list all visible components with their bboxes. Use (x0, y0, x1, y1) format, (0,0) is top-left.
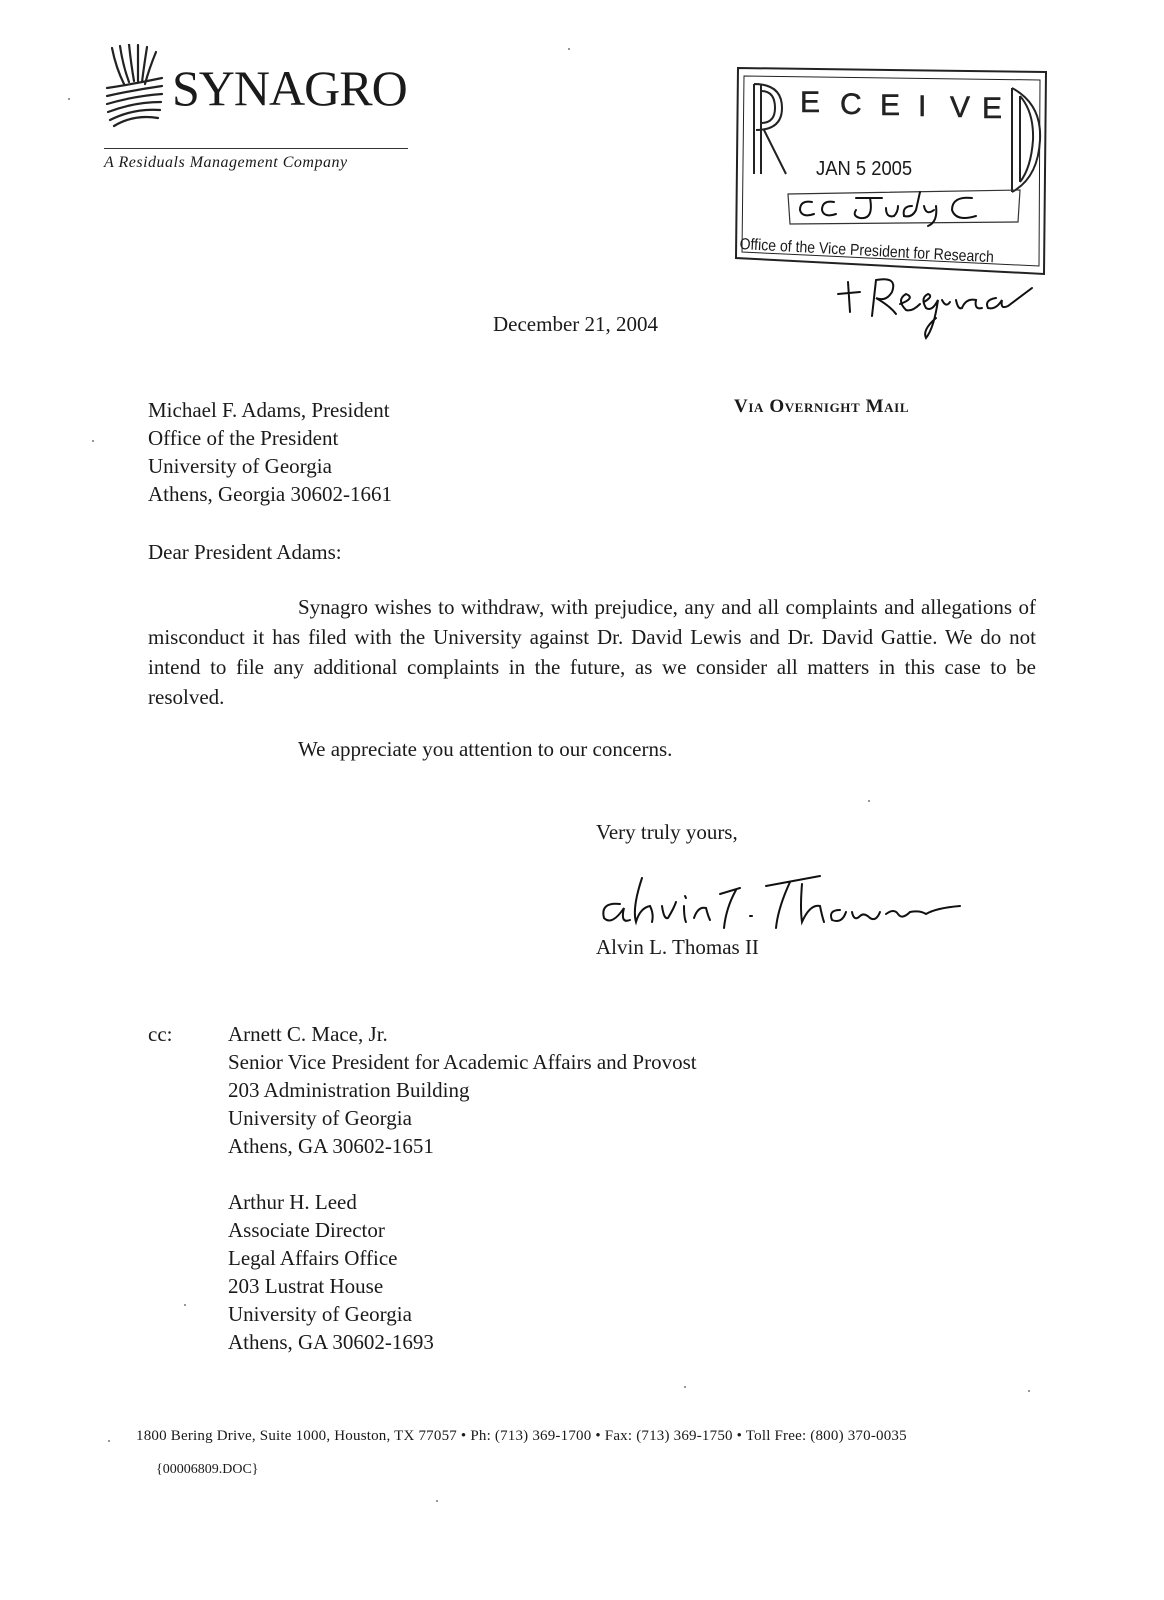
cc-line: Athens, GA 30602-1651 (228, 1134, 434, 1158)
scan-speck (68, 98, 70, 100)
svg-text:V: V (950, 91, 971, 124)
cc-line: 203 Lustrat House (228, 1274, 384, 1298)
cc-line: Associate Director (228, 1218, 385, 1242)
scan-speck (568, 48, 570, 50)
signer-name: Alvin L. Thomas II (596, 935, 759, 959)
salutation: Dear President Adams: (148, 540, 342, 564)
stamp-date: JAN 5 2005 (816, 158, 913, 180)
scan-speck (868, 800, 870, 802)
recipient-line: Michael F. Adams, President (148, 398, 390, 422)
cc-recipient (228, 1020, 697, 1160)
company-tagline: A Residuals Management Company (104, 154, 348, 171)
stamp-handwritten-cc (786, 188, 1022, 228)
cc-line: Senior Vice President for Academic Affairs and Provost (228, 1050, 697, 1074)
stamp-office: Office of the Vice President for Research (739, 236, 995, 267)
handwritten-regina (836, 272, 1036, 342)
recipient-line: University of Georgia (148, 454, 332, 478)
scan-speck (684, 1386, 686, 1388)
closing: Very truly yours, (596, 820, 738, 844)
recipient-line: Office of the President (148, 426, 339, 450)
recipient-address (148, 396, 392, 508)
cc-line: Legal Affairs Office (228, 1246, 398, 1270)
scan-speck (184, 1304, 186, 1306)
cc-line: Arnett C. Mace, Jr. (228, 1022, 388, 1046)
svg-text:E: E (800, 86, 821, 119)
scan-speck (92, 440, 94, 442)
letterhead-rule (104, 148, 408, 149)
svg-text:E: E (880, 89, 901, 122)
company-name: SYNAGRO (172, 60, 407, 116)
delivery-method: Via Overnight Mail (734, 396, 910, 417)
signature (590, 868, 970, 938)
cc-line: 203 Administration Building (228, 1078, 470, 1102)
scan-speck (108, 1440, 110, 1442)
cc-line: University of Georgia (228, 1106, 412, 1130)
body-paragraph: We appreciate you attention to our concerns. (298, 737, 673, 761)
synagro-logo-icon (104, 44, 166, 128)
document-reference: {00006809.DOC} (156, 1462, 259, 1477)
svg-text:C: C (840, 88, 862, 121)
letter-date: December 21, 2004 (493, 312, 659, 336)
svg-text:E: E (982, 92, 1003, 125)
recipient-line: Athens, Georgia 30602-1661 (148, 482, 392, 506)
footer-address: 1800 Bering Drive, Suite 1000, Houston, TX 77057 • Ph: (713) 369-1700 • Fax: (713) 369-1750 • Toll Free: (800) 370-0035 (136, 1428, 907, 1444)
cc-recipient (228, 1188, 434, 1356)
scan-speck (1028, 1390, 1030, 1392)
cc-label: cc: (148, 1022, 173, 1046)
cc-line: University of Georgia (228, 1302, 412, 1326)
scan-speck (436, 1500, 438, 1502)
body-paragraph: Synagro wishes to withdraw, with prejudice, any and all complaints and allegations of misconduct it has filed with the University against Dr. David Lewis and Dr. David Gattie. We do not intend to file any additional complaints in the future, as we consider all matters in this case to be resolved. (148, 595, 1036, 709)
svg-text:I: I (918, 90, 927, 123)
cc-line: Athens, GA 30602-1693 (228, 1330, 434, 1354)
cc-line: Arthur H. Leed (228, 1190, 357, 1214)
